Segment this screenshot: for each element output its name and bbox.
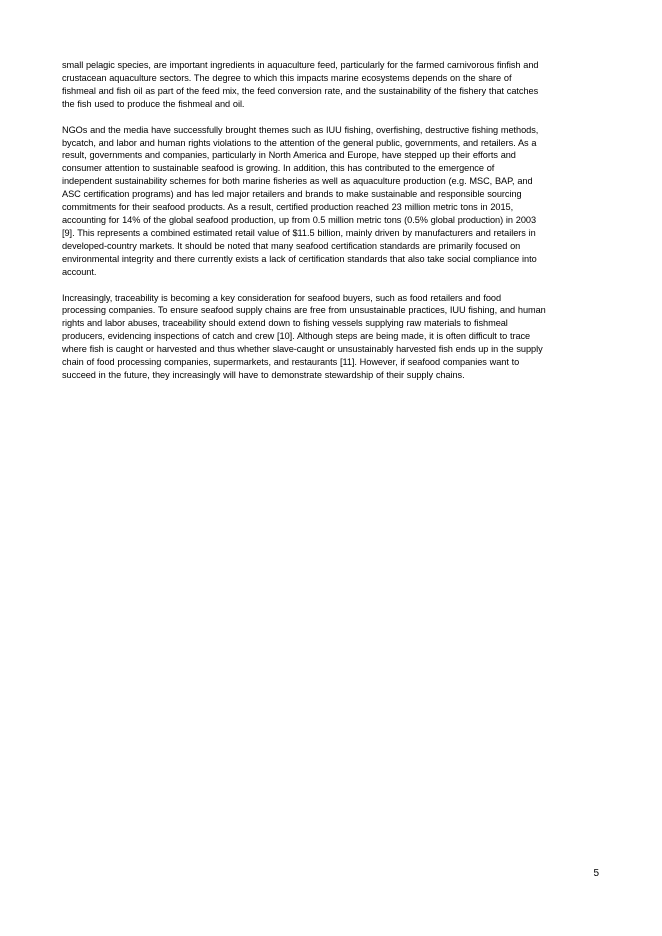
text-line: account. xyxy=(62,266,97,277)
text-line: bycatch, and labor and human rights violations to the attention of the general public, governments, and retailers. As a xyxy=(62,137,537,148)
text-line: result, governments and companies, particularly in North America and Europe, have stepped up their efforts and xyxy=(62,150,516,161)
text-line: commitments for their seafood products. As a result, certified production reached 23 million metric tons in 2015, xyxy=(62,202,514,213)
text-line: [9]. This represents a combined estimated retail value of $11.5 billion, mainly driven by manufacturers and retailers in xyxy=(62,227,536,238)
text-line: independent sustainability schemes for both marine fisheries as well as aquaculture production (e.g. MSC, BAP, and xyxy=(62,176,533,187)
text-line: rights and labor abuses, traceability should extend down to fishing vessels supplying raw materials to fishmeal xyxy=(62,318,508,329)
text-line: consumer attention to sustainable seafood is growing. In addition, this has contributed to the emergence of xyxy=(62,163,495,174)
text-line: chain of food processing companies, supermarkets, and restaurants [11]. However, if seafood companies want to xyxy=(62,357,520,368)
text-line: Increasingly, traceability is becoming a key consideration for seafood buyers, such as food retailers and food xyxy=(62,292,502,303)
text-line: fishmeal and fish oil as part of the feed mix, the feed conversion rate, and the sustainability of the fishery that catches xyxy=(62,85,539,96)
text-line: producers, evidencing inspections of catch and crew [10]. Although steps are being made, it is often difficult to trace xyxy=(62,331,531,342)
text-line: accounting for 14% of the global seafood production, up from 0.5 million metric tons (0.5% global production) in 2003 xyxy=(62,214,537,225)
paragraph-traceability xyxy=(62,292,600,382)
text-line: NGOs and the media have successfully brought themes such as IUU fishing, overfishing, destructive fishing methods, xyxy=(62,124,539,135)
text-line: environmental integrity and there currently exists a lack of certification standards that also take social compliance into xyxy=(62,253,537,264)
text-line: ASC certification programs) and has led major retailers and brands to make sustainable and responsible sourcing xyxy=(62,189,522,200)
text-line: crustacean aquaculture sectors. The degree to which this impacts marine ecosystems depends on the share of xyxy=(62,72,512,83)
page-number: 5 xyxy=(593,868,599,879)
text-line: developed-country markets. It should be noted that many seafood certification standards are primarily focused on xyxy=(62,240,521,251)
text-line: the fish used to produce the fishmeal and oil. xyxy=(62,98,245,109)
text-line: where fish is caught or harvested and thus whether slave-caught or unsustainably harvested fish ends up in the supply xyxy=(62,344,543,355)
paragraph-aquaculture-feed xyxy=(62,59,600,111)
text-line: succeed in the future, they increasingly will have to demonstrate stewardship of their supply chains. xyxy=(62,369,465,380)
body-text xyxy=(62,59,600,395)
text-line: small pelagic species, are important ingredients in aquaculture feed, particularly for the farmed carnivorous finfish and xyxy=(62,60,539,70)
paragraph-ngos-certification xyxy=(62,124,600,279)
text-line: processing companies. To ensure seafood supply chains are free from unsustainable practices, IUU fishing, and human xyxy=(62,305,546,316)
